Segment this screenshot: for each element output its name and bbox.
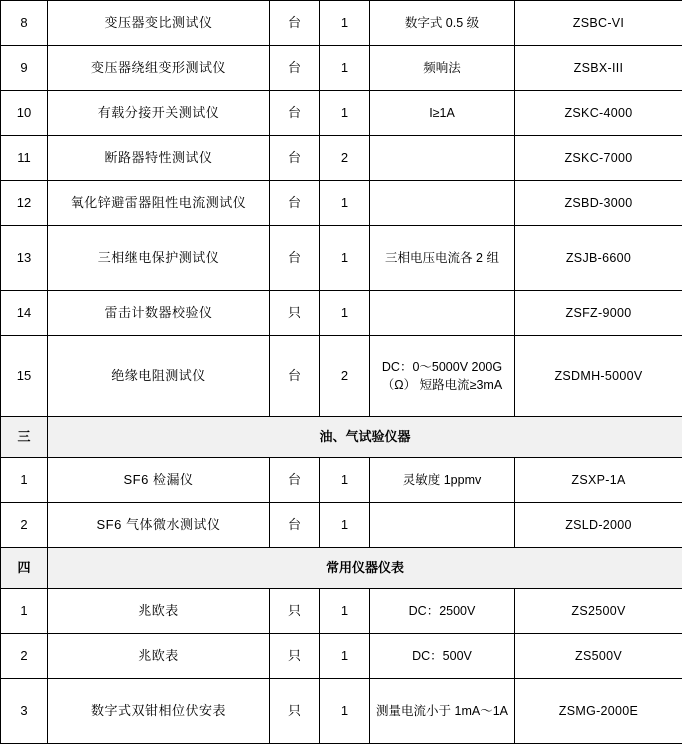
row-spec: [370, 136, 515, 181]
row-number: 1: [1, 458, 48, 503]
row-model: ZSBX-III: [515, 46, 682, 91]
row-number: 13: [1, 226, 48, 291]
row-quantity: 1: [320, 1, 370, 46]
equipment-table-body: [1, 1, 682, 744]
row-spec: [370, 503, 515, 548]
table-row: [1, 46, 682, 91]
row-quantity: 2: [320, 136, 370, 181]
row-unit: 台: [270, 181, 320, 226]
row-spec: DC：2500V: [370, 589, 515, 634]
table-row: [1, 679, 682, 744]
table-row: [1, 91, 682, 136]
table-row: [1, 458, 682, 503]
row-name: 兆欧表: [48, 589, 270, 634]
row-name: SF6 气体微水测试仪: [48, 503, 270, 548]
row-name: 兆欧表: [48, 634, 270, 679]
row-number: 15: [1, 336, 48, 417]
row-quantity: 1: [320, 679, 370, 744]
row-unit: 台: [270, 1, 320, 46]
row-unit: 只: [270, 634, 320, 679]
row-number: 2: [1, 503, 48, 548]
row-number: 9: [1, 46, 48, 91]
row-spec: DC：0～5000V 200G（Ω） 短路电流≥3mA: [370, 336, 515, 417]
row-spec: 测量电流小于 1mA～1A: [370, 679, 515, 744]
table-row: [1, 589, 682, 634]
section-label: 四: [1, 548, 48, 589]
row-unit: 台: [270, 136, 320, 181]
row-quantity: 1: [320, 634, 370, 679]
row-model: ZSBC-VI: [515, 1, 682, 46]
row-quantity: 1: [320, 181, 370, 226]
row-number: 3: [1, 679, 48, 744]
row-name: 绝缘电阻测试仪: [48, 336, 270, 417]
row-name: 变压器绕组变形测试仪: [48, 46, 270, 91]
row-name: 三相继电保护测试仪: [48, 226, 270, 291]
row-model: ZSJB-6600: [515, 226, 682, 291]
row-number: 1: [1, 589, 48, 634]
row-unit: 台: [270, 458, 320, 503]
row-spec: [370, 291, 515, 336]
row-model: ZSLD-2000: [515, 503, 682, 548]
row-unit: 台: [270, 226, 320, 291]
row-unit: 台: [270, 91, 320, 136]
row-unit: 台: [270, 336, 320, 417]
row-number: 12: [1, 181, 48, 226]
row-model: ZS500V: [515, 634, 682, 679]
row-quantity: 2: [320, 336, 370, 417]
row-number: 11: [1, 136, 48, 181]
table-row: [1, 1, 682, 46]
row-number: 2: [1, 634, 48, 679]
row-unit: 台: [270, 46, 320, 91]
row-unit: 台: [270, 503, 320, 548]
row-model: ZSKC-7000: [515, 136, 682, 181]
row-number: 8: [1, 1, 48, 46]
row-quantity: 1: [320, 458, 370, 503]
row-name: 氧化锌避雷器阻性电流测试仪: [48, 181, 270, 226]
row-spec: DC：500V: [370, 634, 515, 679]
row-name: 雷击计数器校验仪: [48, 291, 270, 336]
row-number: 14: [1, 291, 48, 336]
row-name: 有载分接开关测试仪: [48, 91, 270, 136]
row-model: ZSDMH-5000V: [515, 336, 682, 417]
section-title: 油、气试验仪器: [48, 417, 682, 458]
row-spec: 频响法: [370, 46, 515, 91]
row-quantity: 1: [320, 589, 370, 634]
section-label: 三: [1, 417, 48, 458]
row-number: 10: [1, 91, 48, 136]
row-name: 断路器特性测试仪: [48, 136, 270, 181]
row-quantity: 1: [320, 46, 370, 91]
row-model: ZSXP-1A: [515, 458, 682, 503]
row-name: 变压器变比测试仪: [48, 1, 270, 46]
section-row: [1, 417, 682, 458]
section-title: 常用仪器仪表: [48, 548, 682, 589]
row-unit: 只: [270, 589, 320, 634]
row-name: 数字式双钳相位伏安表: [48, 679, 270, 744]
row-quantity: 1: [320, 226, 370, 291]
table-row: [1, 291, 682, 336]
table-row: [1, 336, 682, 417]
row-model: ZSMG-2000E: [515, 679, 682, 744]
row-spec: I≥1A: [370, 91, 515, 136]
row-unit: 只: [270, 291, 320, 336]
row-spec: 灵敏度 1ppmv: [370, 458, 515, 503]
table-row: [1, 181, 682, 226]
row-model: ZSKC-4000: [515, 91, 682, 136]
section-row: [1, 548, 682, 589]
row-model: ZS2500V: [515, 589, 682, 634]
row-spec: 数字式 0.5 级: [370, 1, 515, 46]
row-model: ZSBD-3000: [515, 181, 682, 226]
row-spec: [370, 181, 515, 226]
row-quantity: 1: [320, 503, 370, 548]
table-row: [1, 503, 682, 548]
table-row: [1, 634, 682, 679]
table-row: [1, 226, 682, 291]
row-model: ZSFZ-9000: [515, 291, 682, 336]
table-row: [1, 136, 682, 181]
row-spec: 三相电压电流各 2 组: [370, 226, 515, 291]
row-unit: 只: [270, 679, 320, 744]
row-quantity: 1: [320, 291, 370, 336]
row-quantity: 1: [320, 91, 370, 136]
row-name: SF6 检漏仪: [48, 458, 270, 503]
